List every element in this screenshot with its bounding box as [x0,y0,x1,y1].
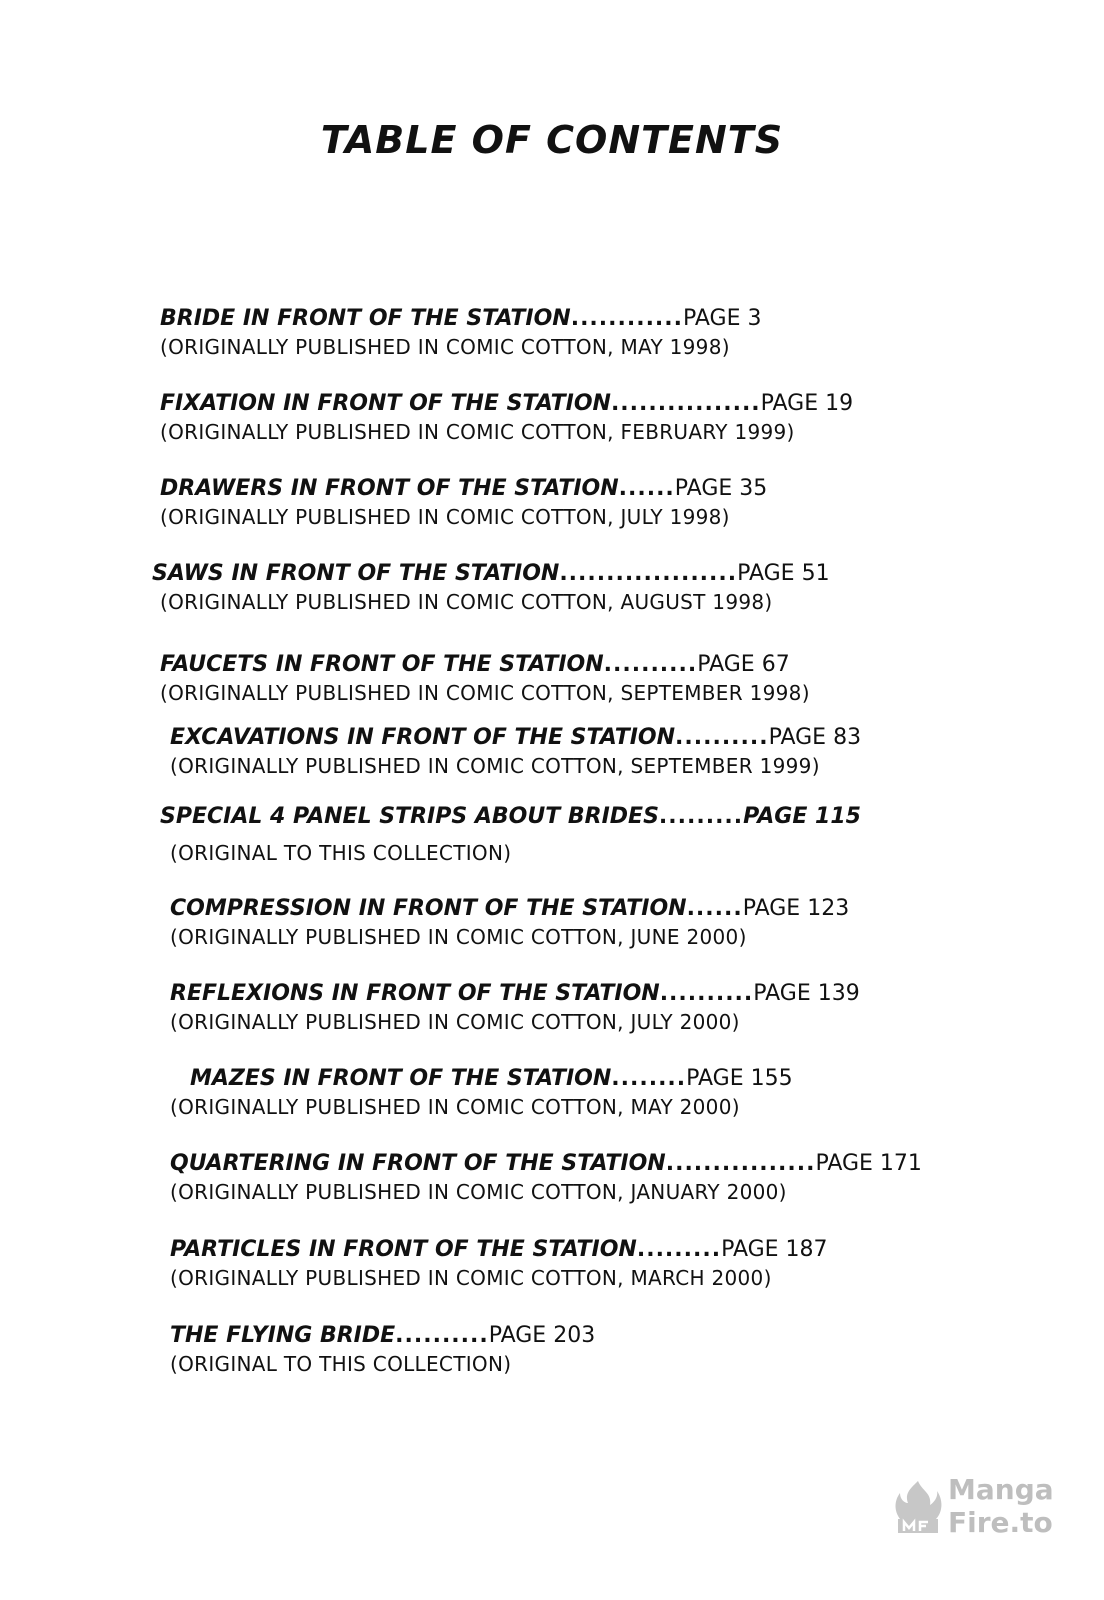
mangafire-watermark [892,1473,1062,1541]
entry-title: QUARTERING IN FRONT OF THE STATION [170,1151,666,1176]
entry-page-number: PAGE 187 [721,1237,828,1262]
watermark-line-1: Manga [948,1473,1054,1506]
entry-title: THE FLYING BRIDE [170,1323,396,1348]
entry-page-number: PAGE 67 [697,652,790,677]
entry-leader-dots: .......... [603,652,698,677]
entry-publication-note: (ORIGINALLY PUBLISHED IN COMIC COTTON, MAY 2000) [170,1095,740,1119]
entry-page-number: PAGE 155 [686,1066,793,1091]
entry-publication-note: (ORIGINAL TO THIS COLLECTION) [170,1352,512,1376]
entry-publication-note: (ORIGINALLY PUBLISHED IN COMIC COTTON, FEBRUARY 1999) [160,420,795,444]
entry-publication-note: (ORIGINALLY PUBLISHED IN COMIC COTTON, AUGUST 1998) [160,590,773,614]
entry-page-number: PAGE 171 [815,1151,922,1176]
entry-leader-dots: .......... [659,981,754,1006]
toc-entry-3 [160,475,767,531]
entry-publication-note: (ORIGINALLY PUBLISHED IN COMIC COTTON, JUNE 2000) [170,925,747,949]
entry-page-number: PAGE 35 [674,476,768,501]
entry-title: REFLEXIONS IN FRONT OF THE STATION [170,981,660,1006]
flame-icon [892,1479,944,1535]
entry-leader-dots: ......... [636,1237,722,1262]
entry-publication-note: (ORIGINALLY PUBLISHED IN COMIC COTTON, SEPTEMBER 1999) [170,754,820,778]
entry-leader-dots: ......... [658,804,744,829]
entry-page-number: PAGE 139 [753,981,860,1006]
toc-entry-13 [170,1322,595,1378]
toc-entry-5 [160,651,810,707]
toc-entry-9 [170,980,860,1036]
entry-leader-dots: ................... [559,561,738,586]
entry-publication-note: (ORIGINALLY PUBLISHED IN COMIC COTTON, SEPTEMBER 1998) [160,681,810,705]
entry-page-number: PAGE 3 [683,306,762,331]
entry-page-number: PAGE 115 [743,804,861,829]
entry-title: FIXATION IN FRONT OF THE STATION [160,391,611,416]
toc-entry-12 [170,1236,828,1292]
entry-title: SAWS IN FRONT OF THE STATION [152,561,560,586]
entry-leader-dots: ...... [686,896,743,921]
toc-entry-2 [160,390,853,446]
toc-entry-6 [170,724,861,780]
toc-entry-11 [170,1150,922,1206]
toc-entry-4 [152,560,830,616]
entry-publication-note: (ORIGINALLY PUBLISHED IN COMIC COTTON, JULY 1998) [160,505,730,529]
entry-leader-dots: .......... [395,1323,489,1348]
entry-leader-dots: ...... [618,476,675,501]
entry-page-number: PAGE 123 [742,896,850,921]
toc-entry-1 [160,305,761,361]
entry-title: FAUCETS IN FRONT OF THE STATION [160,652,604,677]
entry-leader-dots: .......... [675,725,769,750]
entry-leader-dots: ............ [570,306,684,331]
entry-title: BRIDE IN FRONT OF THE STATION [160,306,571,331]
watermark-line-2: Fire.to [948,1506,1053,1539]
entry-page-number: PAGE 51 [737,561,830,586]
entry-leader-dots: ................ [610,391,761,416]
entry-title: DRAWERS IN FRONT OF THE STATION [160,476,619,501]
entry-publication-note: (ORIGINALLY PUBLISHED IN COMIC COTTON, MARCH 2000) [170,1266,772,1290]
entry-title: SPECIAL 4 PANEL STRIPS ABOUT BRIDES [160,804,659,829]
entry-publication-note: (ORIGINALLY PUBLISHED IN COMIC COTTON, MAY 1998) [160,335,730,359]
entry-title: MAZES IN FRONT OF THE STATION [190,1066,612,1091]
entry-publication-note: (ORIGINALLY PUBLISHED IN COMIC COTTON, JULY 2000) [170,1010,740,1034]
toc-entry-7 [160,803,861,867]
entry-leader-dots: ................ [665,1151,816,1176]
entry-leader-dots: ........ [611,1066,687,1091]
entry-page-number: PAGE 19 [760,391,854,416]
entry-publication-note: (ORIGINAL TO THIS COLLECTION) [170,841,512,865]
entry-title: EXCAVATIONS IN FRONT OF THE STATION [170,725,676,750]
entry-title: COMPRESSION IN FRONT OF THE STATION [170,896,687,921]
entry-title: PARTICLES IN FRONT OF THE STATION [170,1237,637,1262]
entry-publication-note: (ORIGINALLY PUBLISHED IN COMIC COTTON, JANUARY 2000) [170,1180,787,1204]
toc-entry-8 [170,895,849,951]
entry-page-number: PAGE 83 [768,725,862,750]
page-title: TABLE OF CONTENTS [320,118,784,162]
toc-entry-10 [170,1065,793,1121]
entry-page-number: PAGE 203 [488,1323,596,1348]
